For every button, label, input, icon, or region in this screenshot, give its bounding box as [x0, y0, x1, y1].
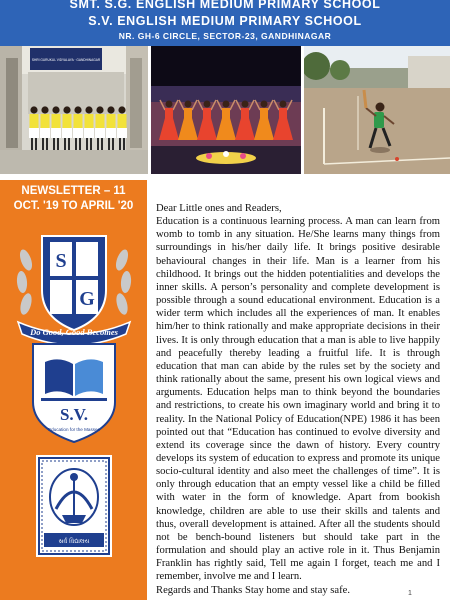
newsletter-number: NEWSLETTER – 11	[21, 185, 126, 197]
page-number: 1	[408, 590, 412, 597]
newsletter-header	[0, 0, 450, 46]
sg-logo-letter-s: S	[55, 250, 67, 272]
sarva-vidyalaya-label: સર્વ વિદ્યાલય	[58, 538, 90, 545]
photo-students-assembly	[0, 46, 148, 174]
school-name-sv: S.V. ENGLISH MEDIUM PRIMARY SCHOOL	[88, 14, 362, 28]
photo-dance-performance	[151, 46, 301, 174]
sg-school-logo	[14, 230, 134, 348]
newsletter-sidebar	[0, 180, 147, 600]
photo-cricket-ground	[304, 46, 450, 174]
sv-logo-name: S.V.	[59, 405, 89, 424]
photo-board-text: SHRI GURUKUL VIDYALAYA · GANDHINAGAR	[31, 58, 101, 62]
sv-logo-tagline: Education for the Masses	[48, 427, 100, 432]
sarva-vidyalaya-logo	[36, 455, 112, 557]
school-name-sg: SMT. S.G. ENGLISH MEDIUM PRIMARY SCHOOL	[69, 0, 381, 11]
sg-logo-letter-g: G	[79, 288, 95, 310]
article-greeting: Dear Little ones and Readers,	[156, 203, 282, 214]
sv-school-logo	[31, 342, 117, 444]
school-address: NR. GH-6 CIRCLE, SECTOR-23, GANDHINAGAR	[118, 31, 332, 41]
article-closing: Regards and Thanks Stay home and stay safe.	[156, 584, 350, 596]
article-body: Education is a continuous learning process. A man can learn from womb to tomb in any situation. He/She learns many things from surroundings in his/her daily life. It brings positive desirable behavioural changes in their life. Man is a learner from his childhood. It brings out the hidden potentialities and develops the inner skills. A person’s personality and complete development is possible through a sound educational environment. Education is a wider term which includes all the experiences of man. It enables him/her to think rationally and make appropriate decisions in their lives. It is only through education that a man is able to live happily and peacefully thereby leading a fruitful life. It is through education that man can abide by the rules set by the society and think rationally about the same, present his own logical views and arguments. Education helps man to think beyond the boundaries and restrictions, to create his own imaginary world and bring it to reality. In the National Policy of Education(NPE) 1986 it has been pointed out that “Education has continued to evolve diversity and extend its coverage since the dawn of history. Every country develops its system of education to express and promote its unique socio-cultural identity and also meet the challenges of time”. It is only through education that an empty vessel like a child be filled with water in the form of knowledge. Apart from bookish knowledge, children are able to use their skills and talents and thus, overall development is attained. After all the students should not be bench-bound listeners but should take part in the formulation and should play an active role in it. Thus Benjamin Franklin has rightly said, Tell me again I forget, teach me and I remember, involve me and I learn.	[156, 216, 440, 583]
newsletter-period: OCT. '19 TO APRIL '20	[13, 200, 134, 212]
sg-logo-motto: Do Good, Good Becomes	[30, 327, 118, 337]
editorial-article	[156, 202, 440, 597]
